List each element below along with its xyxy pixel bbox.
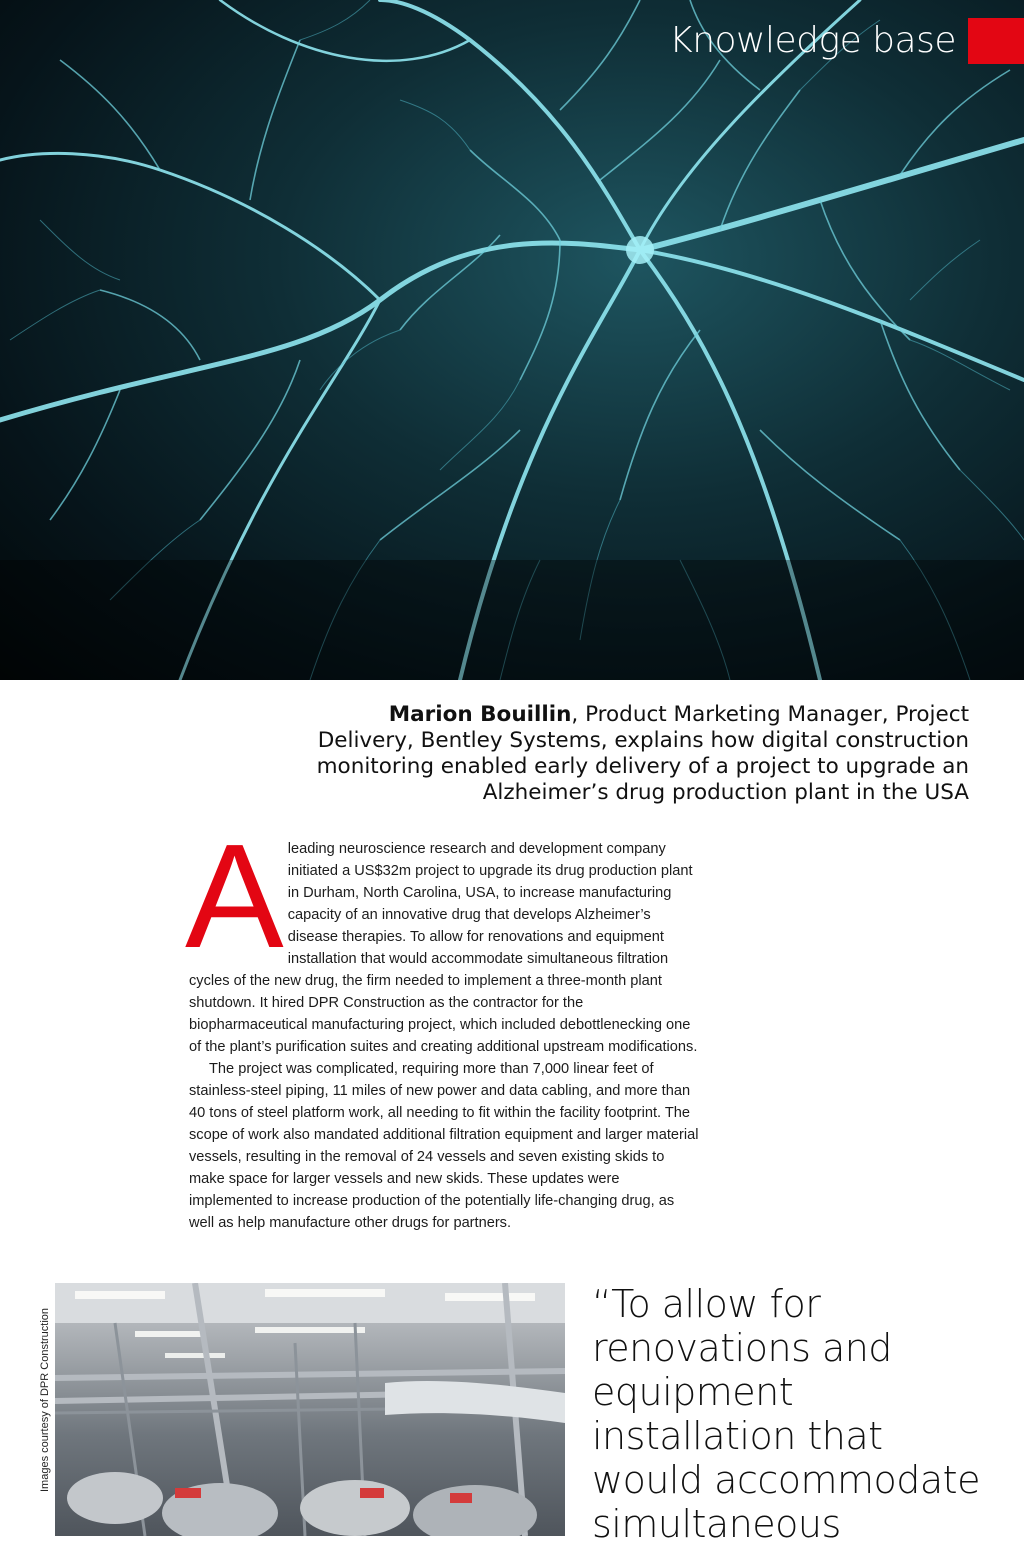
plant-interior-illustration <box>55 1283 565 1536</box>
pull-quote: “To allow for renovations and equipment installation that would accommodate simultaneous <box>592 1282 980 1546</box>
section-label: Knowledge base <box>669 20 956 61</box>
article-paragraph-2: The project was complicated, requiring more than 7,000 linear feet of stainless-steel piping, 11 miles of new power and data cabling, and more than 40 tons of steel platform work, all needing to fit within the facility footprint. The scope of work also mandated additional filtration equipment and larger material vessels, resulting in the removal of 24 vessels and seven existing skids to make space for larger vessels and new skids. These updates were implemented to increase production of the potentially life-changing drug, as well as help manufacture other drugs for partners. <box>189 1061 699 1231</box>
standfirst-text: , Product Marketing Manager, Project Delivery, Bentley Systems, explains how digital construction monitoring enabled early delivery of a project to upgrade an Alzheimer’s drug production plant in the USA <box>316 702 969 805</box>
article-paragraph-1: leading neuroscience research and development company initiated a US$32m project to upgrade its drug production plant in Durham, North Carolina, USA, to increase manufacturing capacity of an innovative drug that develops Alzheimer’s disease therapies. To allow for renovations and equipment installation that would accommodate simultaneous filtration cycles of the new drug, the firm needed to implement a three-month plant shutdown. It hired DPR Construction as the contractor for the biopharmaceutical manufacturing project, which included debottlenecking one of the plant’s purification suites and creating additional upstream modifications. <box>189 841 698 1055</box>
author-name: Marion Bouillin <box>388 702 572 727</box>
drop-cap: A <box>185 814 284 979</box>
article-body <box>185 814 701 1234</box>
neuron-illustration <box>0 0 1024 680</box>
image-credit: Images courtesy of DPR Construction <box>39 1307 51 1492</box>
hero-neuron-image <box>0 0 1024 680</box>
section-accent-tab <box>968 18 1024 64</box>
plant-interior-photo <box>55 1283 565 1536</box>
standfirst <box>300 702 969 806</box>
